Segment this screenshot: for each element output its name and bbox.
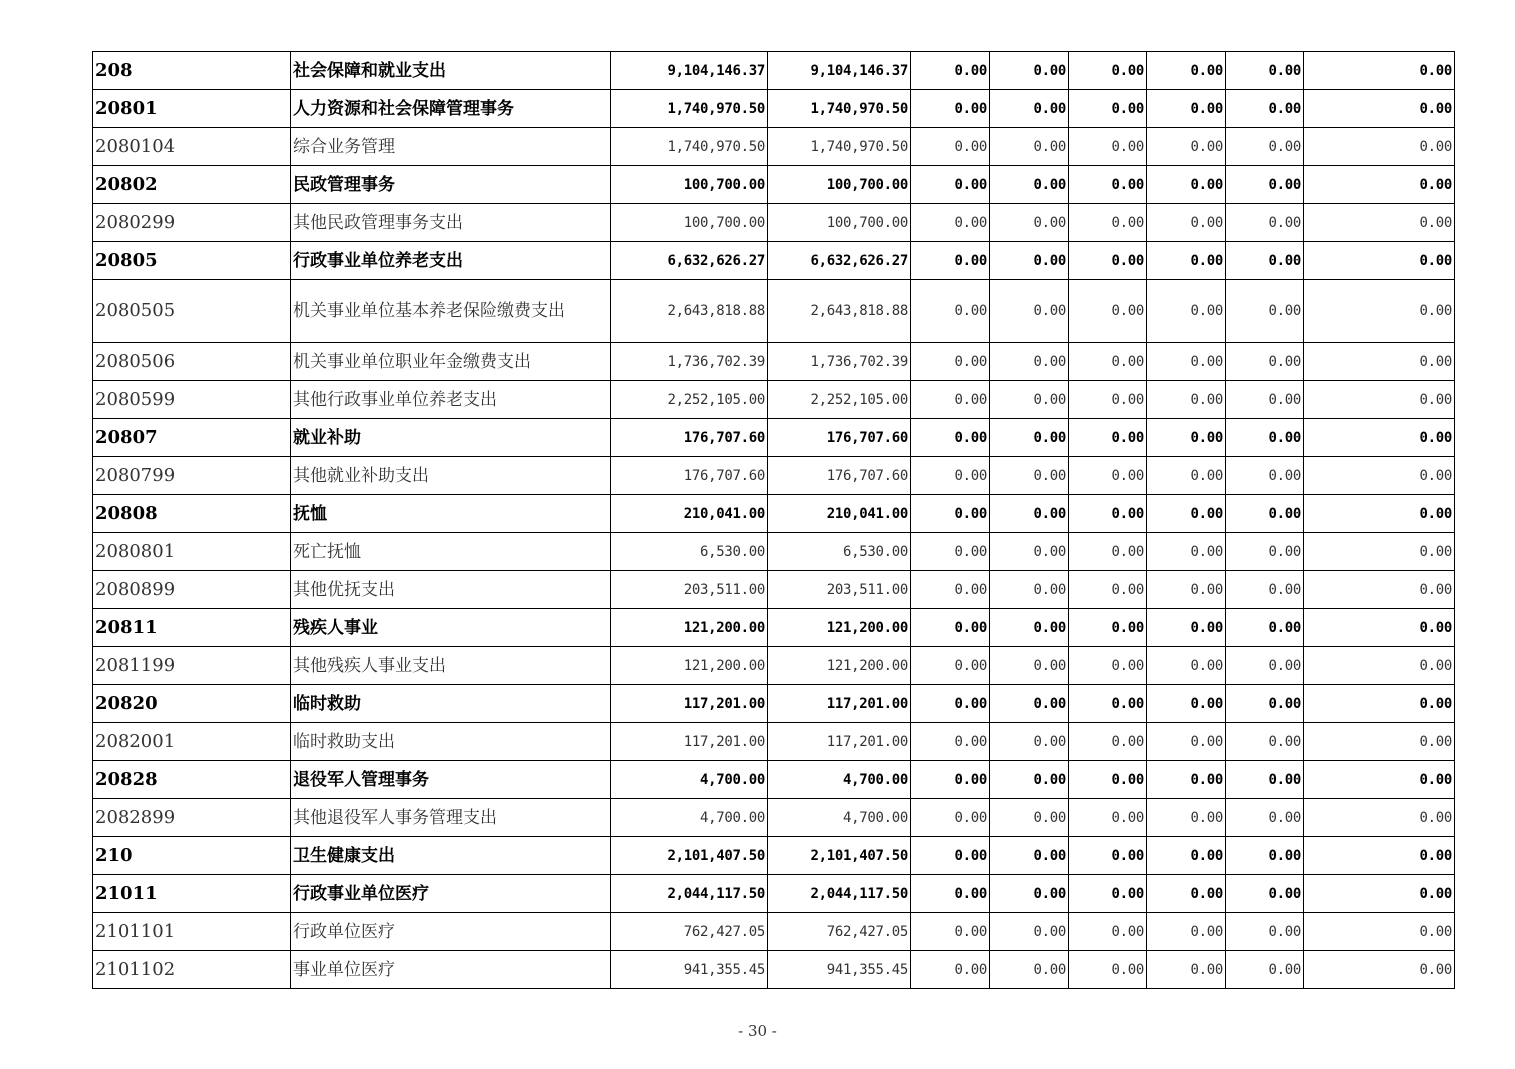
subject-name-cell: 事业单位医疗	[291, 951, 611, 989]
amount-cell: 0.00	[1147, 609, 1226, 647]
amount-cell: 0.00	[1069, 90, 1147, 128]
amount-cell: 0.00	[990, 571, 1069, 609]
amount-cell: 1,740,970.50	[611, 90, 768, 128]
subject-code-cell: 2080104	[93, 128, 291, 166]
amount-cell: 0.00	[1226, 52, 1304, 90]
amount-cell: 0.00	[990, 913, 1069, 951]
amount-cell: 0.00	[911, 723, 990, 761]
subject-code-cell: 2080506	[93, 343, 291, 381]
amount-cell: 0.00	[1226, 799, 1304, 837]
subject-code-cell: 2080801	[93, 533, 291, 571]
amount-cell: 0.00	[911, 343, 990, 381]
subject-code-cell: 2080799	[93, 457, 291, 495]
amount-cell: 4,700.00	[611, 761, 768, 799]
amount-cell: 0.00	[1304, 951, 1455, 989]
amount-cell: 0.00	[1304, 128, 1455, 166]
amount-cell: 0.00	[1147, 280, 1226, 343]
amount-cell: 0.00	[911, 951, 990, 989]
subject-name-cell: 其他民政管理事务支出	[291, 204, 611, 242]
amount-cell: 0.00	[1226, 571, 1304, 609]
amount-cell: 0.00	[1069, 457, 1147, 495]
table-row	[93, 951, 1455, 989]
amount-cell: 0.00	[1069, 128, 1147, 166]
subject-code-cell: 20808	[93, 495, 291, 533]
subject-code-cell: 208	[93, 52, 291, 90]
amount-cell: 0.00	[1226, 381, 1304, 419]
amount-cell: 0.00	[1147, 837, 1226, 875]
amount-cell: 0.00	[1147, 495, 1226, 533]
amount-cell: 0.00	[1069, 495, 1147, 533]
amount-cell: 0.00	[1069, 837, 1147, 875]
subject-code-cell: 20802	[93, 166, 291, 204]
amount-cell: 0.00	[1226, 128, 1304, 166]
amount-cell: 117,201.00	[611, 685, 768, 723]
amount-cell: 0.00	[1069, 242, 1147, 280]
amount-cell: 0.00	[1147, 457, 1226, 495]
amount-cell: 0.00	[1147, 419, 1226, 457]
amount-cell: 0.00	[990, 799, 1069, 837]
amount-cell: 0.00	[990, 280, 1069, 343]
subject-name-cell: 残疾人事业	[291, 609, 611, 647]
subject-code-cell: 2080899	[93, 571, 291, 609]
table-row	[93, 799, 1455, 837]
table-row	[93, 242, 1455, 280]
amount-cell: 0.00	[1147, 685, 1226, 723]
amount-cell: 4,700.00	[768, 761, 911, 799]
table-row	[93, 685, 1455, 723]
amount-cell: 0.00	[911, 685, 990, 723]
table-row	[93, 837, 1455, 875]
amount-cell: 0.00	[990, 90, 1069, 128]
amount-cell: 0.00	[1304, 280, 1455, 343]
amount-cell: 0.00	[1226, 609, 1304, 647]
amount-cell: 0.00	[1226, 90, 1304, 128]
amount-cell: 0.00	[1304, 419, 1455, 457]
amount-cell: 0.00	[1226, 913, 1304, 951]
amount-cell: 2,252,105.00	[611, 381, 768, 419]
amount-cell: 0.00	[911, 913, 990, 951]
amount-cell: 0.00	[990, 951, 1069, 989]
subject-name-cell: 社会保障和就业支出	[291, 52, 611, 90]
amount-cell: 0.00	[1147, 204, 1226, 242]
table-row	[93, 128, 1455, 166]
amount-cell: 0.00	[1304, 343, 1455, 381]
amount-cell: 0.00	[990, 609, 1069, 647]
amount-cell: 0.00	[990, 204, 1069, 242]
subject-name-cell: 死亡抚恤	[291, 533, 611, 571]
amount-cell: 0.00	[990, 761, 1069, 799]
amount-cell: 0.00	[990, 837, 1069, 875]
amount-cell: 0.00	[1226, 495, 1304, 533]
amount-cell: 117,201.00	[611, 723, 768, 761]
subject-name-cell: 行政事业单位养老支出	[291, 242, 611, 280]
amount-cell: 0.00	[911, 495, 990, 533]
amount-cell: 117,201.00	[768, 723, 911, 761]
amount-cell: 2,643,818.88	[611, 280, 768, 343]
subject-code-cell: 20828	[93, 761, 291, 799]
subject-name-cell: 行政单位医疗	[291, 913, 611, 951]
table-row	[93, 419, 1455, 457]
subject-name-cell: 抚恤	[291, 495, 611, 533]
amount-cell: 0.00	[1304, 533, 1455, 571]
amount-cell: 0.00	[1069, 343, 1147, 381]
subject-name-cell: 其他退役军人事务管理支出	[291, 799, 611, 837]
amount-cell: 9,104,146.37	[611, 52, 768, 90]
amount-cell: 0.00	[1226, 761, 1304, 799]
amount-cell: 0.00	[1304, 913, 1455, 951]
subject-code-cell: 20807	[93, 419, 291, 457]
amount-cell: 121,200.00	[768, 609, 911, 647]
amount-cell: 762,427.05	[611, 913, 768, 951]
subject-name-cell: 综合业务管理	[291, 128, 611, 166]
subject-name-cell: 行政事业单位医疗	[291, 875, 611, 913]
amount-cell: 0.00	[1226, 951, 1304, 989]
table-row	[93, 761, 1455, 799]
amount-cell: 6,530.00	[768, 533, 911, 571]
amount-cell: 121,200.00	[611, 609, 768, 647]
amount-cell: 0.00	[1304, 381, 1455, 419]
subject-code-cell: 2080599	[93, 381, 291, 419]
amount-cell: 203,511.00	[768, 571, 911, 609]
amount-cell: 0.00	[1147, 571, 1226, 609]
table-row	[93, 609, 1455, 647]
amount-cell: 0.00	[1069, 166, 1147, 204]
amount-cell: 0.00	[1226, 723, 1304, 761]
amount-cell: 0.00	[1304, 761, 1455, 799]
amount-cell: 0.00	[990, 343, 1069, 381]
amount-cell: 0.00	[1304, 875, 1455, 913]
amount-cell: 0.00	[1304, 457, 1455, 495]
subject-code-cell: 210	[93, 837, 291, 875]
subject-name-cell: 机关事业单位职业年金缴费支出	[291, 343, 611, 381]
amount-cell: 0.00	[990, 723, 1069, 761]
amount-cell: 0.00	[990, 242, 1069, 280]
subject-name-cell: 就业补助	[291, 419, 611, 457]
amount-cell: 0.00	[1226, 204, 1304, 242]
amount-cell: 0.00	[1069, 533, 1147, 571]
amount-cell: 6,632,626.27	[611, 242, 768, 280]
amount-cell: 0.00	[1069, 381, 1147, 419]
amount-cell: 2,044,117.50	[611, 875, 768, 913]
amount-cell: 0.00	[1304, 837, 1455, 875]
amount-cell: 0.00	[911, 52, 990, 90]
amount-cell: 0.00	[1304, 90, 1455, 128]
amount-cell: 0.00	[911, 761, 990, 799]
amount-cell: 0.00	[1304, 609, 1455, 647]
subject-code-cell: 2080299	[93, 204, 291, 242]
amount-cell: 0.00	[1069, 609, 1147, 647]
amount-cell: 0.00	[1069, 723, 1147, 761]
amount-cell: 0.00	[1147, 533, 1226, 571]
amount-cell: 210,041.00	[611, 495, 768, 533]
amount-cell: 0.00	[1147, 128, 1226, 166]
amount-cell: 0.00	[1226, 242, 1304, 280]
table-row	[93, 343, 1455, 381]
amount-cell: 0.00	[911, 457, 990, 495]
amount-cell: 0.00	[1304, 495, 1455, 533]
table-row	[93, 647, 1455, 685]
amount-cell: 0.00	[1304, 799, 1455, 837]
amount-cell: 176,707.60	[768, 419, 911, 457]
amount-cell: 2,101,407.50	[768, 837, 911, 875]
amount-cell: 0.00	[911, 571, 990, 609]
amount-cell: 0.00	[1226, 343, 1304, 381]
amount-cell: 0.00	[1226, 837, 1304, 875]
amount-cell: 0.00	[911, 799, 990, 837]
table-body	[93, 52, 1455, 989]
table-row	[93, 875, 1455, 913]
amount-cell: 0.00	[1069, 875, 1147, 913]
amount-cell: 0.00	[911, 419, 990, 457]
amount-cell: 0.00	[1069, 280, 1147, 343]
table-row	[93, 533, 1455, 571]
expenditure-table	[92, 51, 1455, 989]
amount-cell: 0.00	[911, 647, 990, 685]
amount-cell: 0.00	[1069, 647, 1147, 685]
amount-cell: 0.00	[911, 128, 990, 166]
amount-cell: 0.00	[1069, 52, 1147, 90]
amount-cell: 0.00	[911, 533, 990, 571]
amount-cell: 941,355.45	[768, 951, 911, 989]
amount-cell: 2,044,117.50	[768, 875, 911, 913]
table-row	[93, 204, 1455, 242]
amount-cell: 0.00	[1304, 723, 1455, 761]
subject-name-cell: 机关事业单位基本养老保险缴费支出	[291, 280, 611, 343]
amount-cell: 0.00	[990, 533, 1069, 571]
amount-cell: 9,104,146.37	[768, 52, 911, 90]
amount-cell: 0.00	[1147, 242, 1226, 280]
amount-cell: 203,511.00	[611, 571, 768, 609]
subject-name-cell: 其他就业补助支出	[291, 457, 611, 495]
amount-cell: 0.00	[1069, 913, 1147, 951]
subject-name-cell: 临时救助支出	[291, 723, 611, 761]
amount-cell: 4,700.00	[611, 799, 768, 837]
table-row	[93, 90, 1455, 128]
amount-cell: 0.00	[1304, 166, 1455, 204]
amount-cell: 0.00	[1304, 242, 1455, 280]
subject-code-cell: 2081199	[93, 647, 291, 685]
subject-code-cell: 20820	[93, 685, 291, 723]
table-row	[93, 571, 1455, 609]
subject-code-cell: 20801	[93, 90, 291, 128]
amount-cell: 0.00	[1226, 533, 1304, 571]
subject-code-cell: 2101102	[93, 951, 291, 989]
page-number: - 30 -	[738, 1022, 777, 1040]
subject-name-cell: 人力资源和社会保障管理事务	[291, 90, 611, 128]
amount-cell: 1,736,702.39	[611, 343, 768, 381]
amount-cell: 6,632,626.27	[768, 242, 911, 280]
amount-cell: 0.00	[911, 875, 990, 913]
amount-cell: 0.00	[1226, 166, 1304, 204]
amount-cell: 0.00	[1226, 875, 1304, 913]
amount-cell: 210,041.00	[768, 495, 911, 533]
subject-name-cell: 卫生健康支出	[291, 837, 611, 875]
amount-cell: 0.00	[990, 166, 1069, 204]
amount-cell: 1,740,970.50	[768, 128, 911, 166]
amount-cell: 0.00	[911, 280, 990, 343]
amount-cell: 0.00	[1069, 951, 1147, 989]
amount-cell: 762,427.05	[768, 913, 911, 951]
amount-cell: 0.00	[1226, 280, 1304, 343]
amount-cell: 121,200.00	[611, 647, 768, 685]
amount-cell: 0.00	[990, 381, 1069, 419]
amount-cell: 176,707.60	[611, 419, 768, 457]
subject-name-cell: 退役军人管理事务	[291, 761, 611, 799]
amount-cell: 0.00	[1304, 571, 1455, 609]
amount-cell: 0.00	[1147, 90, 1226, 128]
amount-cell: 100,700.00	[611, 166, 768, 204]
amount-cell: 0.00	[1147, 913, 1226, 951]
amount-cell: 6,530.00	[611, 533, 768, 571]
table-row	[93, 457, 1455, 495]
table-row	[93, 280, 1455, 343]
amount-cell: 0.00	[1147, 166, 1226, 204]
amount-cell: 121,200.00	[768, 647, 911, 685]
amount-cell: 0.00	[1069, 799, 1147, 837]
subject-name-cell: 其他行政事业单位养老支出	[291, 381, 611, 419]
amount-cell: 4,700.00	[768, 799, 911, 837]
amount-cell: 0.00	[1304, 685, 1455, 723]
amount-cell: 0.00	[911, 90, 990, 128]
table-row	[93, 723, 1455, 761]
amount-cell: 0.00	[1226, 685, 1304, 723]
table-row	[93, 52, 1455, 90]
amount-cell: 0.00	[1304, 204, 1455, 242]
amount-cell: 0.00	[990, 685, 1069, 723]
amount-cell: 0.00	[1147, 52, 1226, 90]
subject-code-cell: 20805	[93, 242, 291, 280]
subject-code-cell: 2101101	[93, 913, 291, 951]
amount-cell: 176,707.60	[611, 457, 768, 495]
amount-cell: 0.00	[1226, 457, 1304, 495]
amount-cell: 0.00	[1147, 647, 1226, 685]
amount-cell: 0.00	[990, 495, 1069, 533]
amount-cell: 1,740,970.50	[611, 128, 768, 166]
amount-cell: 0.00	[1069, 571, 1147, 609]
amount-cell: 0.00	[1226, 419, 1304, 457]
amount-cell: 100,700.00	[768, 166, 911, 204]
amount-cell: 0.00	[1069, 204, 1147, 242]
amount-cell: 0.00	[1069, 761, 1147, 799]
amount-cell: 100,700.00	[768, 204, 911, 242]
amount-cell: 2,252,105.00	[768, 381, 911, 419]
table-row	[93, 913, 1455, 951]
subject-code-cell: 2082001	[93, 723, 291, 761]
amount-cell: 0.00	[1147, 799, 1226, 837]
amount-cell: 0.00	[1069, 419, 1147, 457]
amount-cell: 0.00	[1304, 52, 1455, 90]
amount-cell: 0.00	[990, 647, 1069, 685]
amount-cell: 0.00	[1147, 761, 1226, 799]
amount-cell: 176,707.60	[768, 457, 911, 495]
amount-cell: 0.00	[1226, 647, 1304, 685]
amount-cell: 0.00	[1147, 343, 1226, 381]
subject-name-cell: 其他残疾人事业支出	[291, 647, 611, 685]
amount-cell: 0.00	[911, 381, 990, 419]
amount-cell: 1,740,970.50	[768, 90, 911, 128]
subject-name-cell: 其他优抚支出	[291, 571, 611, 609]
amount-cell: 0.00	[1147, 875, 1226, 913]
amount-cell: 0.00	[1147, 951, 1226, 989]
amount-cell: 0.00	[990, 52, 1069, 90]
amount-cell: 941,355.45	[611, 951, 768, 989]
amount-cell: 2,643,818.88	[768, 280, 911, 343]
subject-code-cell: 21011	[93, 875, 291, 913]
amount-cell: 0.00	[990, 875, 1069, 913]
amount-cell: 2,101,407.50	[611, 837, 768, 875]
amount-cell: 0.00	[990, 128, 1069, 166]
table-row	[93, 495, 1455, 533]
amount-cell: 117,201.00	[768, 685, 911, 723]
amount-cell: 0.00	[1304, 647, 1455, 685]
amount-cell: 0.00	[1147, 381, 1226, 419]
subject-code-cell: 20811	[93, 609, 291, 647]
amount-cell: 0.00	[1147, 723, 1226, 761]
amount-cell: 1,736,702.39	[768, 343, 911, 381]
amount-cell: 0.00	[911, 242, 990, 280]
subject-name-cell: 民政管理事务	[291, 166, 611, 204]
table-row	[93, 381, 1455, 419]
amount-cell: 0.00	[990, 457, 1069, 495]
amount-cell: 0.00	[911, 166, 990, 204]
amount-cell: 0.00	[911, 204, 990, 242]
subject-code-cell: 2080505	[93, 280, 291, 343]
amount-cell: 0.00	[911, 837, 990, 875]
amount-cell: 0.00	[911, 609, 990, 647]
subject-name-cell: 临时救助	[291, 685, 611, 723]
subject-code-cell: 2082899	[93, 799, 291, 837]
amount-cell: 0.00	[1069, 685, 1147, 723]
amount-cell: 0.00	[990, 419, 1069, 457]
amount-cell: 100,700.00	[611, 204, 768, 242]
table-row	[93, 166, 1455, 204]
